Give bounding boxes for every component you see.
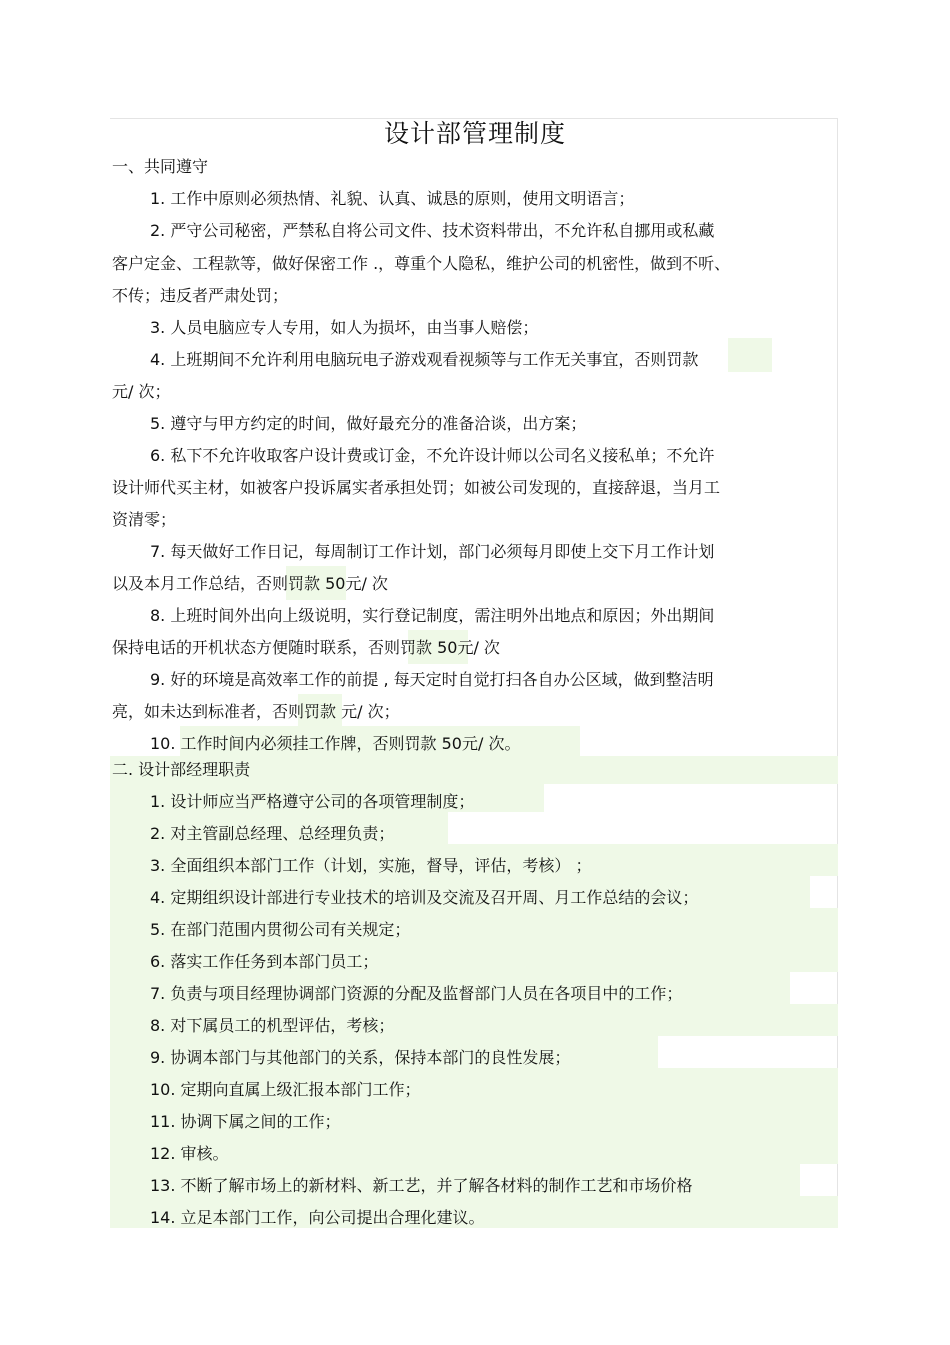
- duty-line: 2. 对主管副总经理、总经理负责；: [150, 824, 395, 843]
- duty-line: 10. 定期向直属上级汇报本部门工作；: [150, 1080, 421, 1099]
- duty-line: 8. 对下属员工的机型评估，考核；: [150, 1016, 395, 1035]
- duty-line: 9. 协调本部门与其他部门的关系，保持本部门的良性发展；: [150, 1048, 571, 1067]
- rule-line: 7. 每天做好工作日记，每周制订工作计划，部门必须每月即使上交下月工作计划: [150, 542, 715, 561]
- duty-line: 11. 协调下属之间的工作；: [150, 1112, 341, 1131]
- duty-line: 6. 落实工作任务到本部门员工；: [150, 952, 379, 971]
- highlight-bg: [728, 338, 772, 372]
- rule-line: 以及本月工作总结，否则罚款 50元/ 次: [112, 574, 388, 593]
- rule-line: 8. 上班时间外出向上级说明，实行登记制度，需注明外出地点和原因；外出期间: [150, 606, 715, 625]
- duty-line: 3. 全面组织本部门工作（计划，实施，督导，评估，考核） ；: [150, 856, 592, 875]
- rule-line: 1. 工作中原则必须热情、礼貌、认真、诚恳的原则，使用文明语言；: [150, 189, 635, 208]
- rule-line: 保持电话的开机状态方便随时联系，否则罚款 50元/ 次: [112, 638, 500, 657]
- section-heading: 二. 设计部经理职责: [112, 760, 251, 779]
- rule-line: 3. 人员电脑应专人专用，如人为损坏，由当事人赔偿；: [150, 318, 539, 337]
- rule-line: 客户定金、工程款等，做好保密工作 .，尊重个人隐私，维护公司的机密性，做到不听、: [112, 254, 731, 273]
- duty-line: 12. 审核。: [150, 1144, 229, 1163]
- duty-line: 4. 定期组织设计部进行专业技术的培训及交流及召开周、月工作总结的会议；: [150, 888, 699, 907]
- duty-line: 13. 不断了解市场上的新材料、新工艺，并了解各材料的制作工艺和市场价格: [150, 1176, 693, 1195]
- rule-line: 2. 严守公司秘密，严禁私自将公司文件、技术资料带出，不允许私自挪用或私藏: [150, 221, 715, 240]
- rule-line: 6. 私下不允许收取客户设计费或订金，不允许设计师以公司名义接私单；不允许: [150, 446, 715, 465]
- rule-line: 9. 好的环境是高效率工作的前提 , 每天定时自觉打扫各自办公区域，做到整洁明: [150, 670, 714, 689]
- section-heading: 一、共同遵守: [112, 157, 209, 176]
- document-title: 设计部管理制度: [383, 119, 566, 148]
- rule-line: 元/ 次；: [112, 382, 171, 401]
- duty-line: 5. 在部门范围内贯彻公司有关规定；: [150, 920, 411, 939]
- duty-line: 1. 设计师应当严格遵守公司的各项管理制度；: [150, 792, 475, 811]
- rule-line: 4. 上班期间不允许利用电脑玩电子游戏观看视频等与工作无关事宜，否则罚款: [150, 350, 699, 369]
- duty-line: 7. 负责与项目经理协调部门资源的分配及监督部门人员在各项目中的工作；: [150, 984, 683, 1003]
- rule-line: 5. 遵守与甲方约定的时间，做好最充分的准备洽谈，出方案；: [150, 414, 587, 433]
- rule-line: 资清零；: [112, 510, 177, 529]
- rule-line: 亮，如未达到标准者，否则罚款 元/ 次；: [112, 702, 400, 721]
- rule-line: 10. 工作时间内必须挂工作牌，否则罚款 50元/ 次。: [150, 734, 521, 753]
- duty-line: 14. 立足本部门工作，向公司提出合理化建议。: [150, 1208, 485, 1227]
- rule-line: 设计师代买主材，如被客户投诉属实者承担处罚；如被公司发现的，直接辞退，当月工: [112, 478, 721, 497]
- rule-line: 不传；违反者严肃处罚；: [112, 286, 289, 305]
